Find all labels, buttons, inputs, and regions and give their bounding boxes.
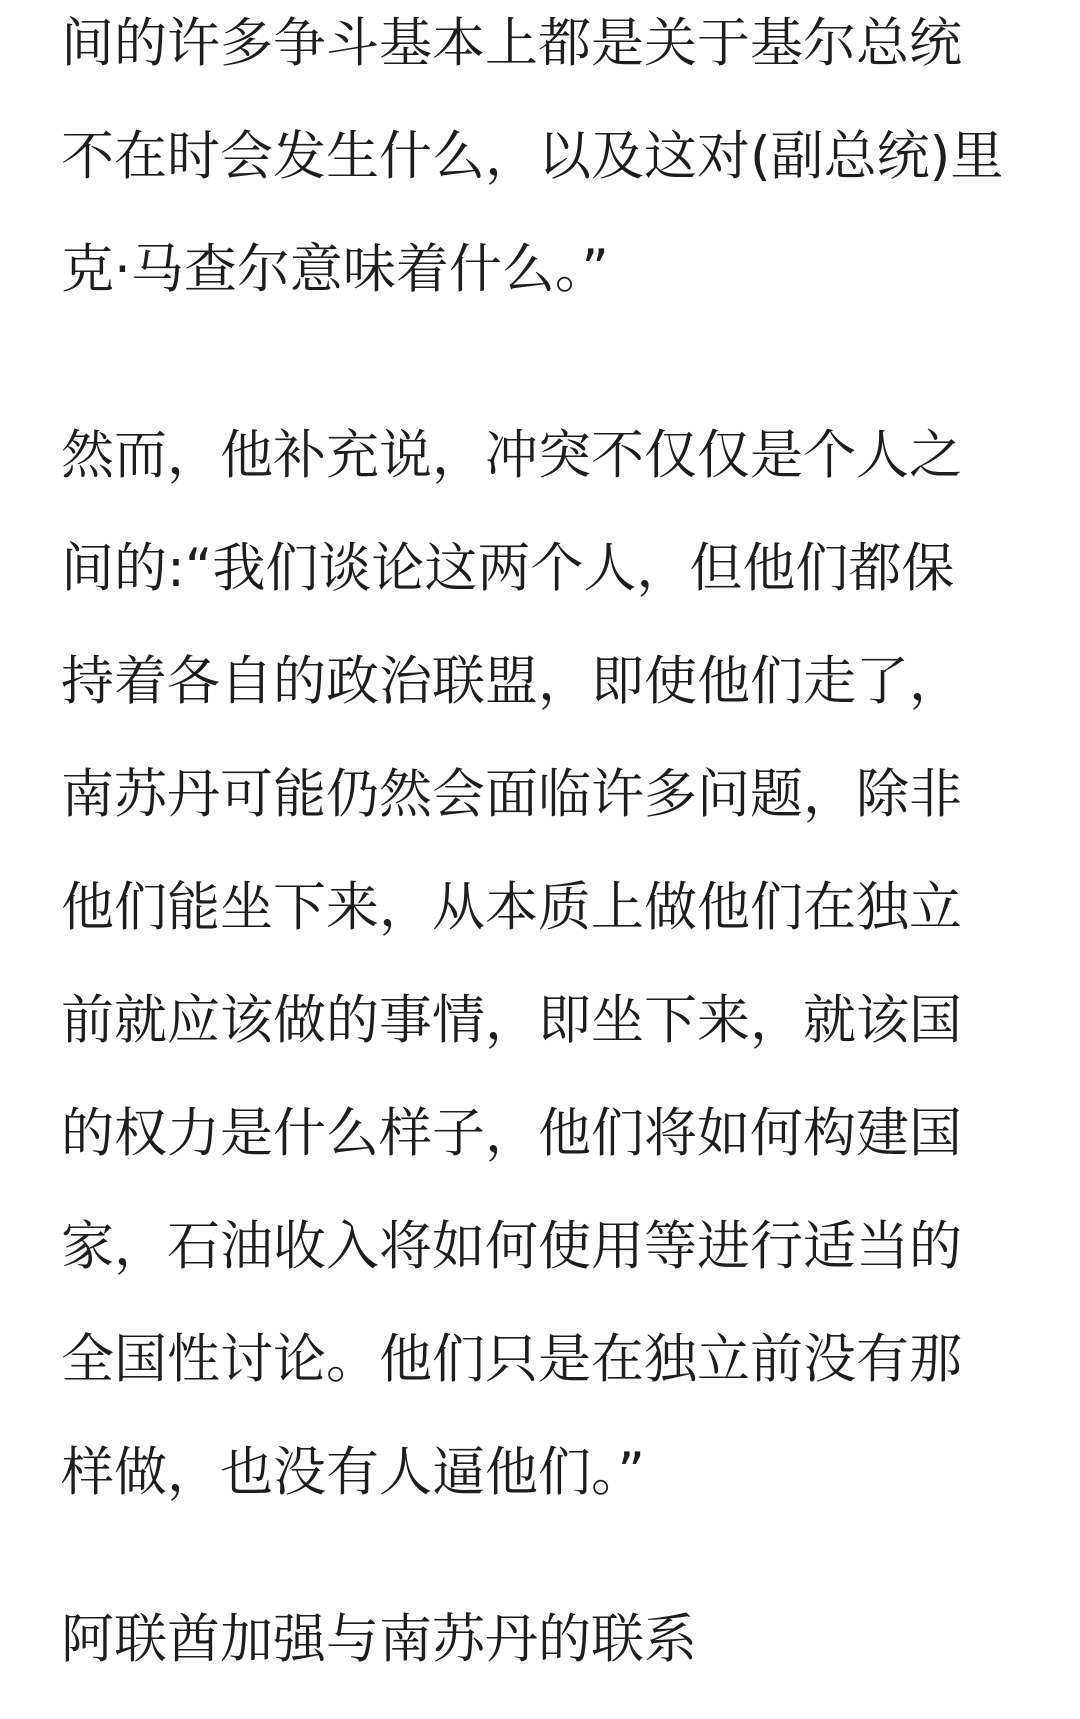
paragraph-line: 然而，他补充说，冲突不仅仅是个人之: [61, 425, 962, 486]
paragraph-line: 克·马查尔意味着什么。”: [61, 239, 609, 300]
paragraph-line: 前就应该做的事情，即坐下来，就该国: [61, 990, 962, 1051]
paragraph-line: 不在时会发生什么，以及这对(副总统)里: [61, 126, 1004, 187]
paragraph-line: 家，石油收入将如何使用等进行适当的: [61, 1216, 962, 1277]
paragraph-line: 的权力是什么样子，他们将如何构建国: [61, 1103, 962, 1164]
paragraph-1: [61, 0, 1003, 326]
paragraph-line: 他们能坐下来，从本质上做他们在独立: [61, 877, 962, 938]
paragraph-line: 样做，也没有人逼他们。”: [61, 1442, 645, 1503]
paragraph-line: 全国性讨论。他们只是在独立前没有那: [61, 1329, 962, 1390]
paragraph-line: 间的许多争斗基本上都是关于基尔总统: [61, 13, 962, 74]
paragraph-line: 持着各自的政治联盟，即使他们走了，: [61, 651, 962, 712]
paragraph-2: [61, 399, 962, 1529]
paragraph-line: 间的:“我们谈论这两个人，但他们都保: [61, 538, 955, 599]
section-heading: 阿联酋加强与南苏丹的联系: [61, 1609, 697, 1670]
paragraph-line: 南苏丹可能仍然会面临许多问题，除非: [61, 764, 962, 825]
